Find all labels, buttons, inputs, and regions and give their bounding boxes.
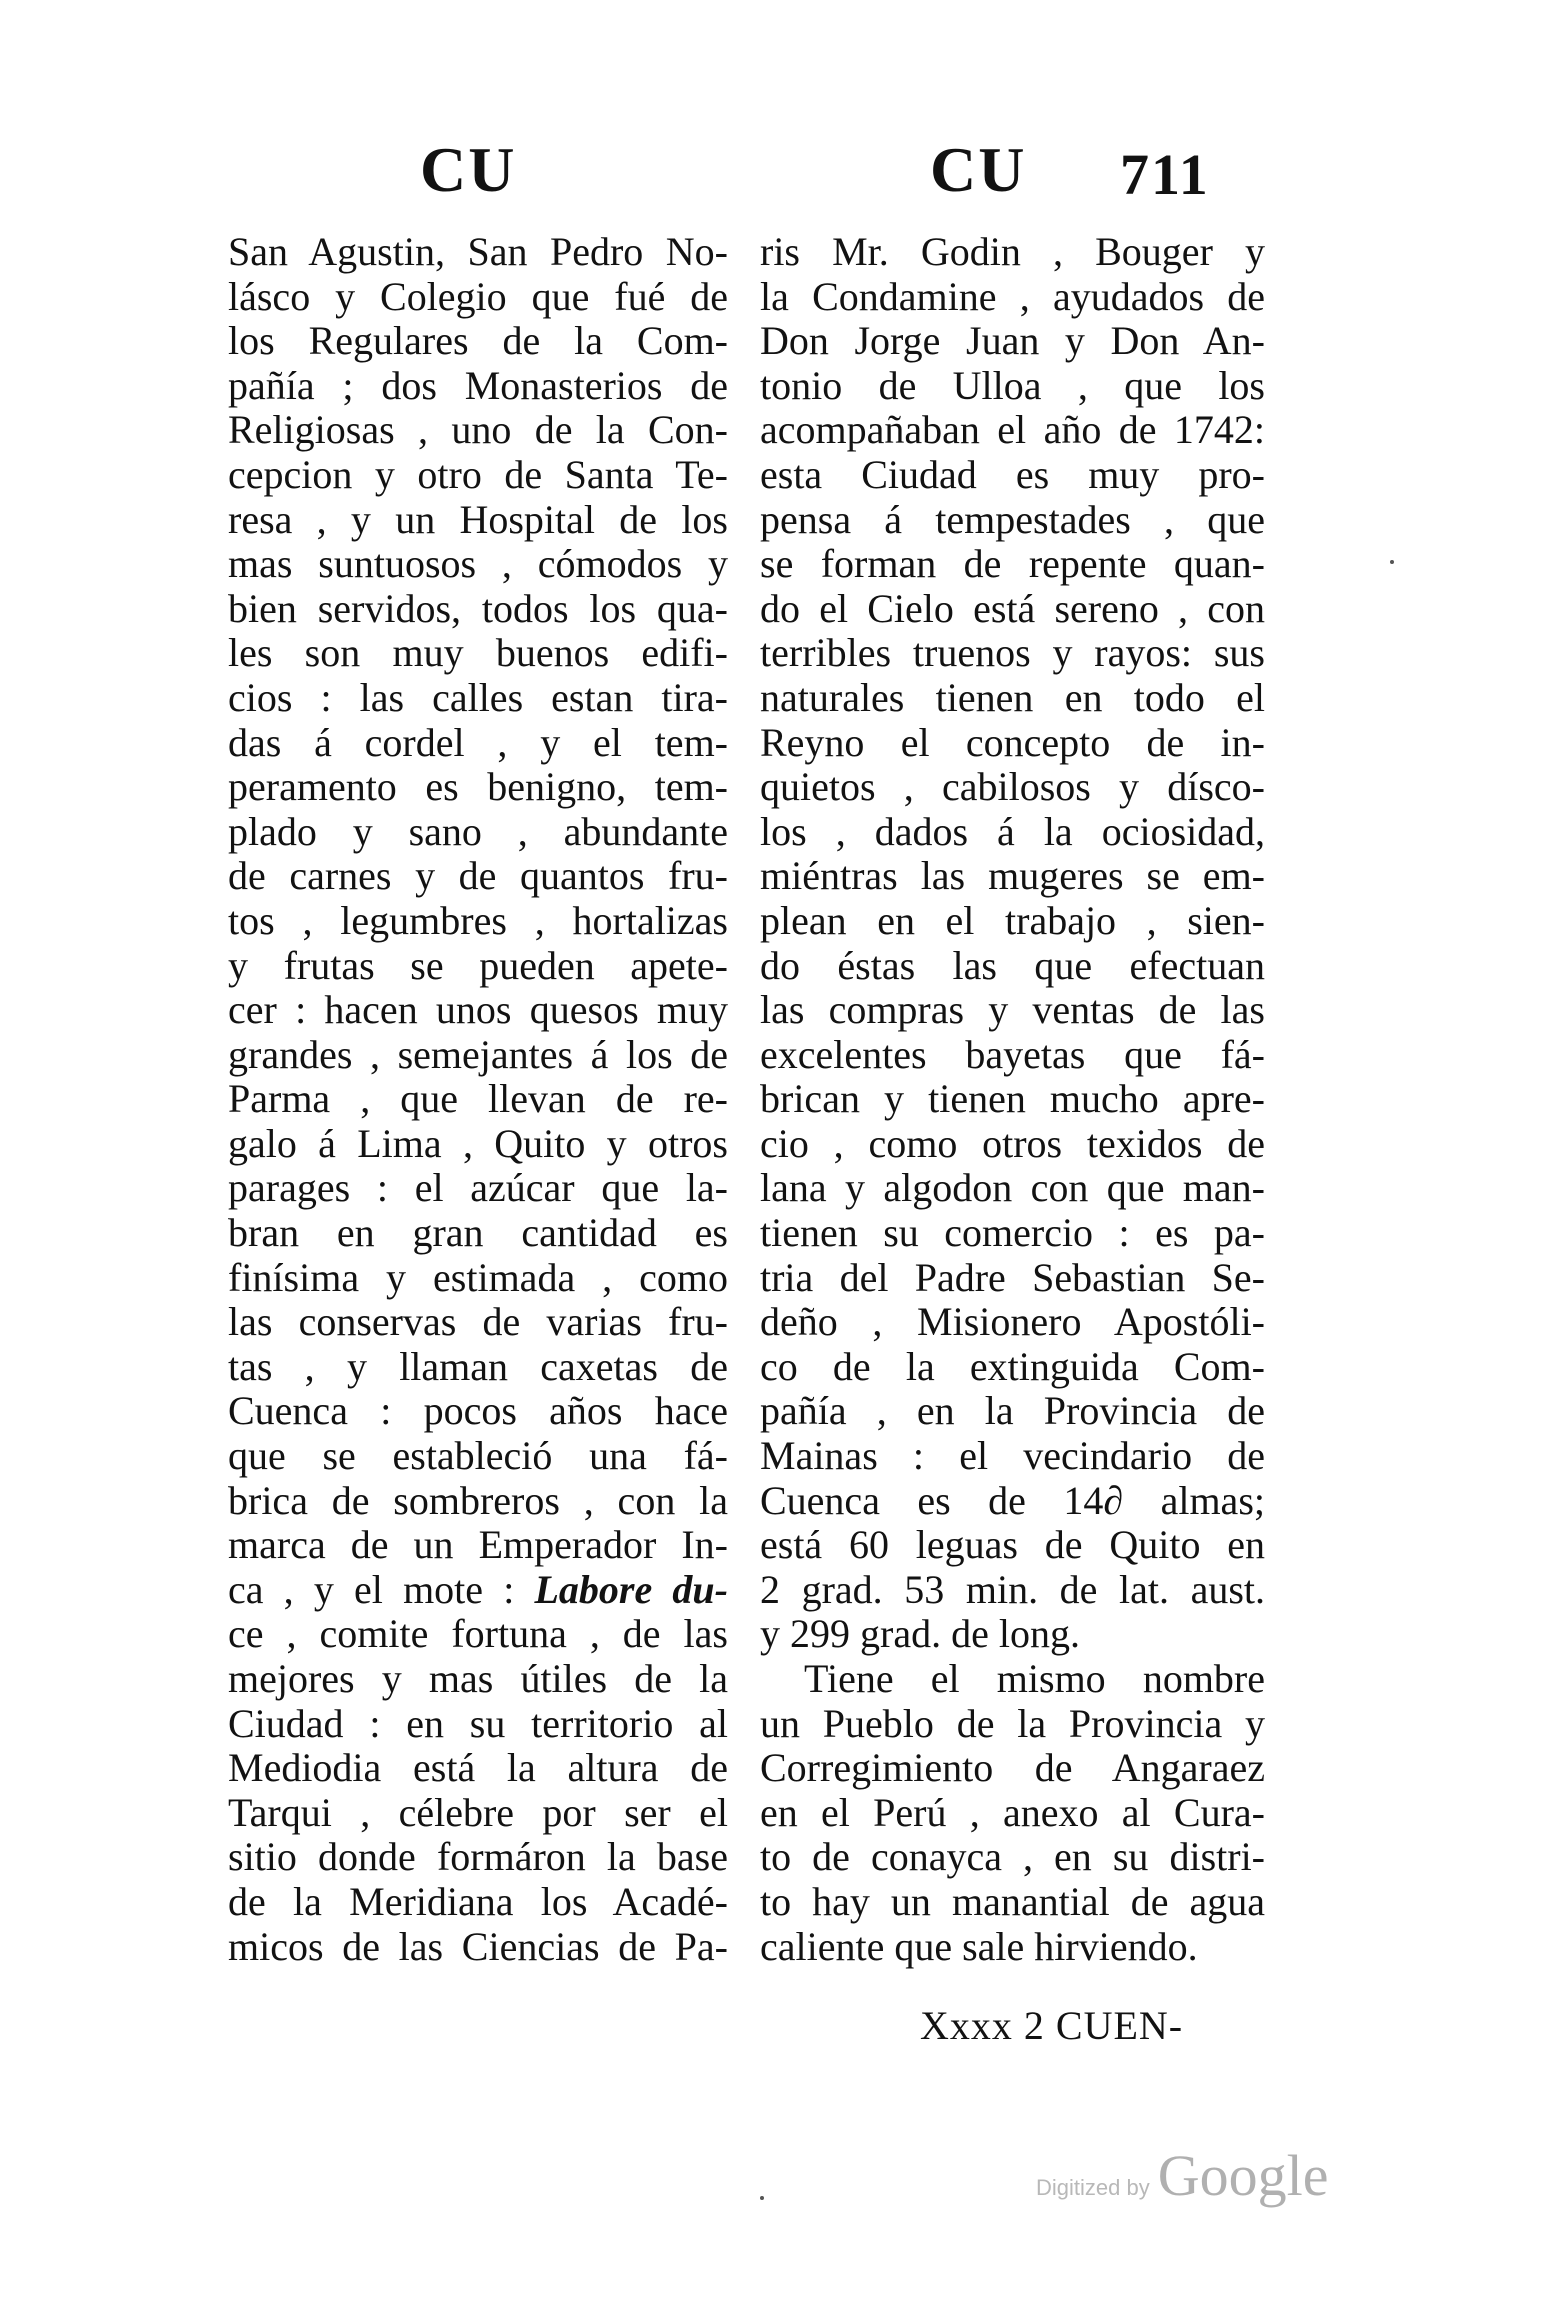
- text-line: Parma , que llevan de re-: [228, 1076, 728, 1122]
- text-line: Mediodia está la altura de: [228, 1745, 728, 1791]
- running-head-right: CU: [930, 134, 1027, 205]
- text-line: tos , legumbres , hortalizas: [228, 897, 728, 943]
- catchword: Xxxx 2 CUEN-: [920, 2003, 1184, 2048]
- text-line: esta Ciudad es muy pro-: [760, 451, 1265, 497]
- text-line: quietos , cabilosos y dísco-: [760, 764, 1265, 810]
- text-line: naturales tienen en todo el: [760, 674, 1265, 720]
- text-line: Reyno el concepto de in-: [760, 719, 1265, 765]
- text-line: tas , y llaman caxetas de: [228, 1343, 728, 1389]
- text-line: tria del Padre Sebastian Se-: [760, 1254, 1265, 1300]
- text-line: mejores y mas útiles de la: [228, 1656, 728, 1701]
- text-line: cios : las calles estan tira-: [228, 674, 728, 720]
- text-line: 2 grad. 53 min. de lat. aust.: [760, 1566, 1265, 1612]
- text-line: y 299 grad. de long.: [760, 1611, 1080, 1657]
- motto-italic: Labore du-: [534, 1566, 728, 1612]
- text-line: resa , y un Hospital de los: [228, 496, 728, 542]
- text-line: la Condamine , ayudados de: [760, 273, 1265, 319]
- right-text-column: [760, 230, 1265, 1969]
- text-line: ris Mr. Godin , Bouger y: [760, 229, 1265, 274]
- text-line: marca de un Emperador In-: [228, 1522, 728, 1568]
- text-line: micos de las Ciencias de Pa-: [228, 1923, 728, 1969]
- text-line: y frutas se pueden apete-: [228, 942, 728, 988]
- text-line: Cuenca : pocos años hace: [228, 1388, 728, 1434]
- text-line: las compras y ventas de las: [760, 987, 1265, 1033]
- text-line: galo á Lima , Quito y otros: [228, 1120, 728, 1166]
- text-line: sitio donde formáron la base: [228, 1834, 728, 1880]
- text-line: caliente que sale hirviendo.: [760, 1923, 1198, 1969]
- google-logo: Google: [1157, 2143, 1329, 2208]
- motto-lead-in: ca , y el mote :: [228, 1566, 515, 1612]
- text-line: San Agustin, San Pedro No-: [228, 229, 728, 274]
- text-line: se forman de repente quan-: [760, 541, 1265, 587]
- ink-speck: [760, 2196, 764, 2200]
- text-line: pañía , en la Provincia de: [760, 1388, 1265, 1434]
- text-line: cer : hacen unos quesos muy: [228, 987, 728, 1033]
- left-text-column: [228, 230, 728, 1969]
- text-line: que se estableció una fá-: [228, 1433, 728, 1479]
- text-line: co de la extinguida Com-: [760, 1343, 1265, 1389]
- text-line: brica de sombreros , con la: [228, 1477, 728, 1523]
- text-line: terribles truenos y rayos: sus: [760, 630, 1265, 676]
- text-line: un Pueblo de la Provincia y: [760, 1700, 1265, 1746]
- text-line: do el Cielo está sereno , con: [760, 585, 1265, 631]
- text-line: plado y sano , abundante: [228, 808, 728, 854]
- text-line: Mainas : el vecindario de: [760, 1433, 1265, 1479]
- text-line: de carnes y de quantos fru-: [228, 853, 728, 899]
- text-line: lásco y Colegio que fué de: [228, 273, 728, 319]
- page-number: 711: [1120, 142, 1210, 207]
- ink-speck: [1390, 560, 1394, 564]
- text-line: Tiene el mismo nombre: [804, 1656, 1265, 1701]
- text-line: de la Meridiana los Acadé-: [228, 1878, 728, 1924]
- text-line: tonio de Ulloa , que los: [760, 362, 1265, 408]
- text-line: plean en el trabajo , sien-: [760, 897, 1265, 943]
- text-line-with-motto: [228, 1568, 728, 1613]
- text-line: Religiosas , uno de la Con-: [228, 407, 728, 453]
- text-line: les son muy buenos edifi-: [228, 630, 728, 676]
- text-line: tienen su comercio : es pa-: [760, 1210, 1265, 1256]
- text-line: los Regulares de la Com-: [228, 318, 728, 364]
- running-head-left: CU: [420, 134, 517, 205]
- text-line: ce , comite fortuna , de las: [228, 1611, 728, 1657]
- text-line: parages : el azúcar que la-: [228, 1165, 728, 1211]
- text-line: finísima y estimada , como: [228, 1254, 728, 1300]
- digitization-watermark: [1036, 2142, 1328, 2209]
- watermark-prefix: Digitized by: [1036, 2175, 1150, 2200]
- text-line: das á cordel , y el tem-: [228, 719, 728, 765]
- text-line: cepcion y otro de Santa Te-: [228, 451, 728, 497]
- text-line: Ciudad : en su territorio al: [228, 1700, 728, 1746]
- text-line: brican y tienen mucho apre-: [760, 1076, 1265, 1122]
- text-line: los , dados á la ociosidad,: [760, 808, 1265, 854]
- text-line: to hay un manantial de agua: [760, 1878, 1265, 1924]
- text-line: to de conayca , en su distri-: [760, 1834, 1265, 1880]
- text-line: pañía ; dos Monasterios de: [228, 362, 728, 408]
- text-line: peramento es benigno, tem-: [228, 764, 728, 810]
- text-line: en el Perú , anexo al Cura-: [760, 1789, 1265, 1835]
- text-line: cio , como otros texidos de: [760, 1120, 1265, 1166]
- text-line: miéntras las mugeres se em-: [760, 853, 1265, 899]
- text-line: do éstas las que efectuan: [760, 942, 1265, 988]
- text-line: Corregimiento de Angaraez: [760, 1745, 1265, 1791]
- text-line: bran en gran cantidad es: [228, 1210, 728, 1256]
- text-line: acompañaban el año de 1742:: [760, 407, 1265, 453]
- text-line: excelentes bayetas que fá-: [760, 1031, 1265, 1077]
- text-line: las conservas de varias fru-: [228, 1299, 728, 1345]
- text-line: mas suntuosos , cómodos y: [228, 541, 728, 587]
- text-line: Cuenca es de 14∂ almas;: [760, 1477, 1265, 1523]
- text-line: lana y algodon con que man-: [760, 1165, 1265, 1211]
- text-line: pensa á tempestades , que: [760, 496, 1265, 542]
- text-line: deño , Misionero Apostóli-: [760, 1299, 1265, 1345]
- text-line: bien servidos, todos los qua-: [228, 585, 728, 631]
- text-line: Don Jorge Juan y Don An-: [760, 318, 1265, 364]
- text-line: Tarqui , célebre por ser el: [228, 1789, 728, 1835]
- text-line: grandes , semejantes á los de: [228, 1031, 728, 1077]
- text-line: está 60 leguas de Quito en: [760, 1522, 1265, 1568]
